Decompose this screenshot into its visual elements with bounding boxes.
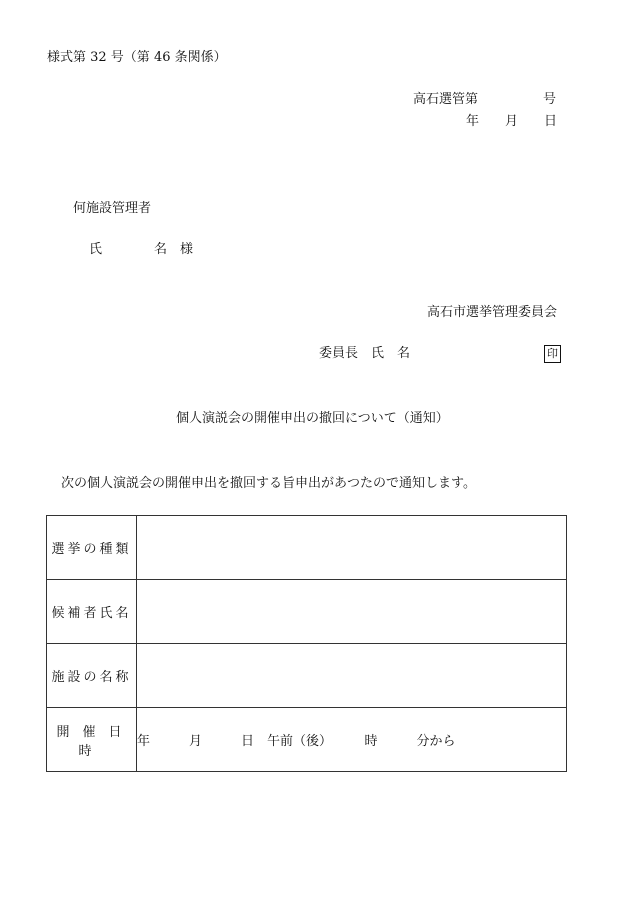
detail-table: [46, 515, 567, 772]
label-facility-name: 施設の名称: [47, 644, 137, 708]
document-title: 個人演説会の開催申出の撤回について（通知）: [176, 411, 449, 426]
value-datetime: 年 月 日 午前（後） 時 分から: [137, 708, 567, 772]
form-number: 様式第 32 号（第 46 条関係）: [47, 50, 227, 65]
table-row: [47, 580, 567, 644]
addressee-facility: 何施設管理者: [73, 201, 152, 216]
value-candidate-name: [137, 580, 567, 644]
issue-date: 年 月 日: [466, 114, 558, 129]
label-candidate-name: 候補者氏名: [47, 580, 137, 644]
document-number: 高石選管第 号: [413, 92, 557, 107]
issuer-chair: 委員長 氏 名: [319, 346, 411, 361]
addressee-name: 氏 名 様: [89, 242, 194, 257]
issuer-organization: 高石市選挙管理委員会: [427, 305, 558, 320]
body-text: 次の個人演説会の開催申出を撤回する旨申出があつたので通知します。: [61, 476, 476, 491]
value-facility-name: [137, 644, 567, 708]
table-row: [47, 516, 567, 580]
value-election-type: [137, 516, 567, 580]
table-row: [47, 644, 567, 708]
seal-mark: 印: [544, 345, 561, 363]
label-datetime: 開催日時: [47, 708, 137, 772]
label-election-type: 選挙の種類: [47, 516, 137, 580]
table-row: [47, 708, 567, 772]
